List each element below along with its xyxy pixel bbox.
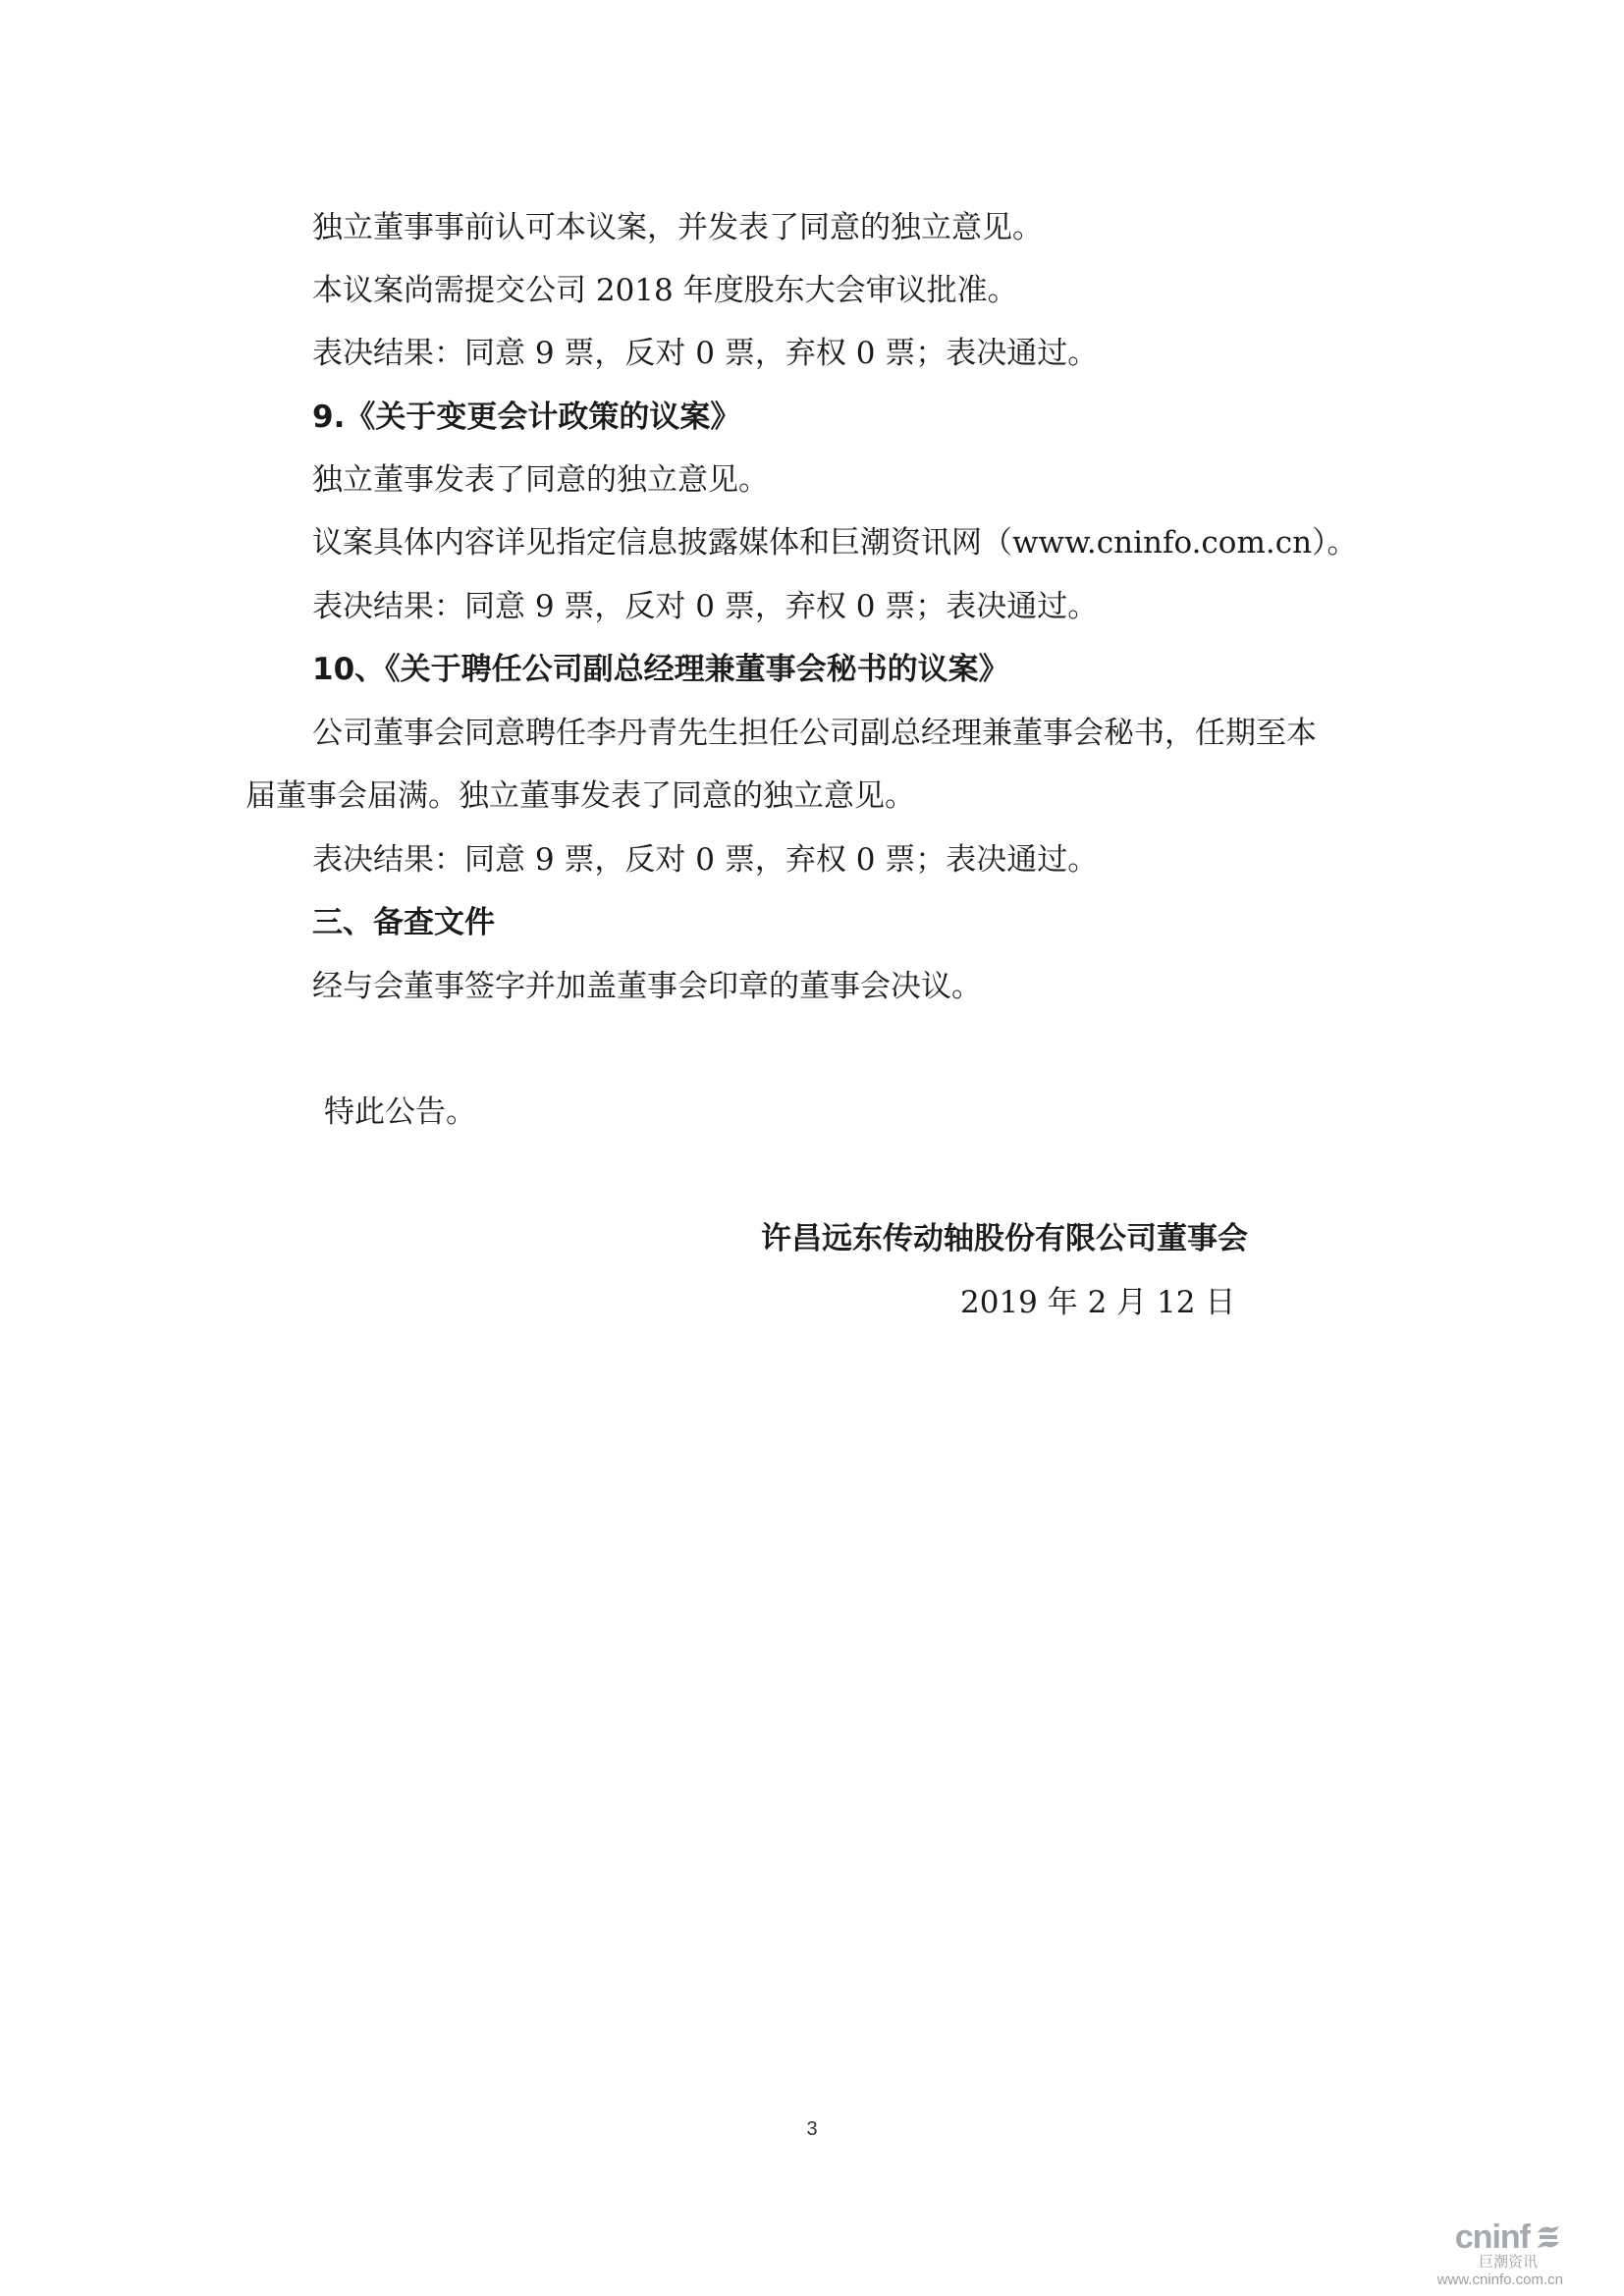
paragraph-independent-opinion-9: 独立董事发表了同意的独立意见。 [312,462,769,498]
signature-date: 2019 年 2 月 12 日 [960,1285,1236,1320]
vote-result-10: 表决结果：同意 9 票，反对 0 票，弃权 0 票；表决通过。 [312,842,1099,878]
closing-announcement: 特此公告。 [324,1095,476,1130]
cninfo-logo-text: cninf [1454,2218,1530,2256]
paragraph-reference-documents: 经与会董事签字并加盖董事会印章的董事会决议。 [312,969,982,1004]
cninfo-logo [1416,2220,1563,2254]
heading-item-9: 9.《关于变更会计政策的议案》 [312,400,741,435]
cninfo-logo-icon [1534,2222,1563,2252]
paragraph-submit-shareholders-meeting: 本议案尚需提交公司 2018 年度股东大会审议批准。 [312,273,1018,308]
cninfo-watermark [1416,2220,1563,2289]
heading-item-10: 10、《关于聘任公司副总经理兼董事会秘书的议案》 [312,652,1009,687]
paragraph-appointment-line2: 届董事会届满。独立董事发表了同意的独立意见。 [245,778,915,814]
paragraph-independent-director-prior-approval: 独立董事事前认可本议案，并发表了同意的独立意见。 [312,210,1043,245]
heading-reference-documents: 三、备查文件 [312,905,495,940]
signature-company: 许昌远东传动轴股份有限公司董事会 [761,1221,1248,1256]
vote-result-8: 表决结果：同意 9 票，反对 0 票，弃权 0 票；表决通过。 [312,336,1099,371]
cninfo-chinese-name: 巨潮资讯 [1478,2254,1538,2270]
page-number: 3 [806,2118,818,2140]
paragraph-appointment-line1: 公司董事会同意聘任李丹青先生担任公司副总经理兼董事会秘书，任期至本 [312,716,1317,751]
cninfo-url: www.cninfo.com.cn [1436,2271,1563,2288]
paragraph-details-disclosure: 议案具体内容详见指定信息披露媒体和巨潮资讯网（www.cninfo.com.cn）。 [312,525,1358,561]
vote-result-9: 表决结果：同意 9 票，反对 0 票，弃权 0 票；表决通过。 [312,589,1099,624]
